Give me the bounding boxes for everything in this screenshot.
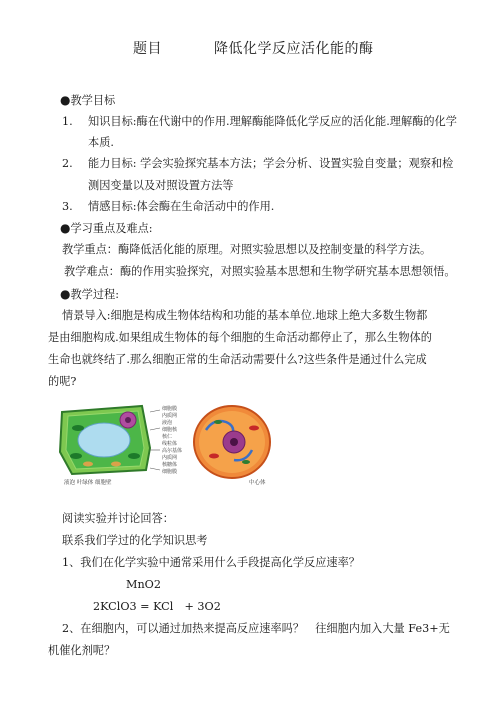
fig-label: 液泡 xyxy=(162,420,173,426)
bullet-icon: ● xyxy=(60,287,71,301)
goal-3-num: 3. xyxy=(62,200,73,213)
goal-3-line1: 情感目标:体会酶在生命活动中的作用. xyxy=(88,200,275,213)
goal-1-num: 1. xyxy=(62,115,73,128)
goals-heading xyxy=(60,93,115,108)
fig-label: 细胞核 xyxy=(162,427,178,433)
bullet-icon: ● xyxy=(60,93,71,107)
fig-caption-right: 中心体 xyxy=(249,480,266,486)
fig-caption-left: 液泡 叶绿体 细胞壁 xyxy=(64,480,112,486)
keypoints-heading-text: 学习重点及难点: xyxy=(70,222,153,235)
goal-2-line1: 能力目标: 学会实验探究基本方法；学会分析、设置实验自变量；观察和检 xyxy=(88,157,454,170)
chem-equation: 2KClO3 = KCl + 3O2 xyxy=(93,600,221,613)
question-2-line2: 机催化剂呢？ xyxy=(48,644,116,657)
goal-1-line2: 本质. xyxy=(88,136,114,149)
fig-label: 高尔基体 xyxy=(162,448,183,454)
goal-2-num: 2. xyxy=(62,157,73,170)
question-1: 1、我们在化学实验中通常采用什么手段提高化学反应速率？ xyxy=(62,556,360,569)
para-line-2: 是由细胞构成.如果组成生物体的每个细胞的生命活动都停止了，那么生物体的 xyxy=(48,331,432,344)
read-experiment: 阅读实验并讨论回答： xyxy=(62,512,174,525)
catalyst-label: MnO2 xyxy=(126,578,161,591)
fig-label: 内质网 xyxy=(162,413,178,419)
para-line-1: 情景导入:细胞是构成生物体结构和功能的基本单位.地球上绝大多数生物都 xyxy=(62,309,428,322)
bullet-icon: ● xyxy=(60,221,71,235)
fig-label: 细胞膜 xyxy=(162,469,178,475)
recall-chemistry: 联系我们学过的化学知识思考 xyxy=(62,534,208,547)
goal-1-line1: 知识目标:酶在代谢中的作用.理解酶能降低化学反应的活化能.理解酶的化学 xyxy=(88,115,457,128)
fig-label: 线粒体 xyxy=(162,441,178,447)
page-title: 降低化学反应活化能的酶 xyxy=(214,41,374,57)
process-heading-text: 教学过程: xyxy=(70,288,120,301)
animal-cell xyxy=(194,406,270,478)
plant-cell-figure xyxy=(56,400,272,486)
keypoints-heading xyxy=(60,221,153,236)
title-label: 题目 xyxy=(133,41,162,57)
fig-label: 内质网 xyxy=(162,455,178,461)
process-heading xyxy=(60,287,119,302)
goal-2-line2: 测因变量以及对照设置方法等 xyxy=(88,179,234,192)
fig-label: 核糖体 xyxy=(162,462,178,468)
goals-heading-text: 教学目标 xyxy=(70,94,116,107)
key-difficulty: 教学难点：酶的作用实验探究，对照实验基本思想和生物学研究基本思想领悟。 xyxy=(64,265,456,278)
question-2-line1: 2、在细胞内，可以通过加热来提高反应速率吗？ 往细胞内加入大量 Fe3+无 xyxy=(62,622,450,635)
para-line-4: 的呢? xyxy=(48,375,77,388)
para-line-3: 生命也就终结了.那么细胞正常的生命活动需要什么?这些条件是通过什么完成 xyxy=(48,353,427,366)
fig-label: 细胞膜 xyxy=(162,406,178,412)
fig-label: 核仁 xyxy=(162,434,173,440)
key-focus: 教学重点：酶降低活化能的原理。对照实验思想以及控制变量的科学方法。 xyxy=(62,243,432,256)
